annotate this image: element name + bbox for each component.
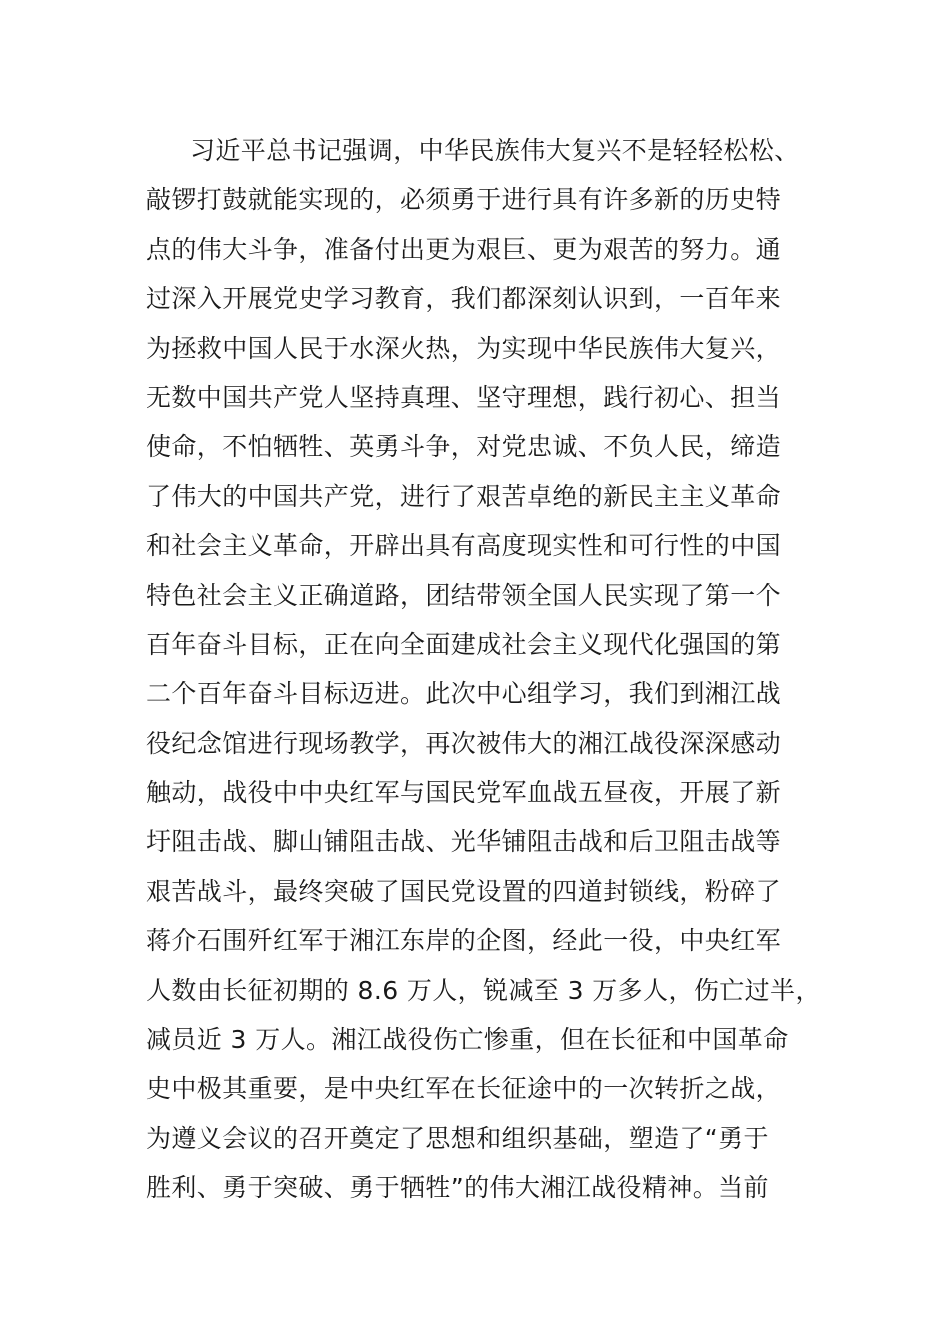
paragraph-line: 触动，战役中中央红军与国民党军血战五昼夜，开展了新 xyxy=(146,778,782,808)
paragraph-line: 特色社会主义正确道路，团结带领全国人民实现了第一个 xyxy=(146,580,782,610)
paragraph-line: 蒋介石围歼红军于湘江东岸的企图，经此一役，中央红军 xyxy=(146,926,782,956)
body-paragraph xyxy=(146,126,821,1213)
paragraph-line: 无数中国共产党人坚持真理、坚守理想，践行初心、担当 xyxy=(146,382,782,412)
paragraph-line: 减员近 3 万人。湘江战役伤亡惨重，但在长征和中国革命 xyxy=(146,1025,789,1055)
paragraph-line: 点的伟大斗争，准备付出更为艰巨、更为艰苦的努力。通 xyxy=(146,234,782,264)
paragraph-line: 使命，不怕牺牲、英勇斗争，对党忠诚、不负人民，缔造 xyxy=(146,432,782,462)
paragraph-line: 艰苦战斗，最终突破了国民党设置的四道封锁线，粉碎了 xyxy=(146,876,782,906)
paragraph-line: 史中极其重要，是中央红军在长征途中的一次转折之战， xyxy=(146,1074,782,1104)
paragraph-line: 二个百年奋斗目标迈进。此次中心组学习，我们到湘江战 xyxy=(146,679,782,709)
paragraph-line: 习近平总书记强调，中华民族伟大复兴不是轻轻松松、 xyxy=(190,136,800,165)
paragraph-line: 和社会主义革命，开辟出具有高度现实性和可行性的中国 xyxy=(146,531,782,561)
paragraph-line: 圩阻击战、脚山铺阻击战、光华铺阻击战和后卫阻击战等 xyxy=(146,827,782,857)
paragraph-line: 百年奋斗目标，正在向全面建成社会主义现代化强国的第 xyxy=(146,629,782,659)
paragraph-line: 为拯救中国人民于水深火热，为实现中华民族伟大复兴， xyxy=(146,333,782,363)
paragraph-line: 为遵义会议的召开奠定了思想和组织基础，塑造了“勇于 xyxy=(146,1123,769,1153)
paragraph-line: 役纪念馆进行现场教学，再次被伟大的湘江战役深深感动 xyxy=(146,728,782,758)
paragraph-line: 人数由长征初期的 8.6 万人，锐减至 3 万多人，伤亡过半， xyxy=(146,975,821,1005)
paragraph-line: 过深入开展党史学习教育，我们都深刻认识到，一百年来 xyxy=(146,284,782,314)
paragraph-line: 胜利、勇于突破、勇于牺牲”的伟大湘江战役精神。当前 xyxy=(146,1173,769,1203)
paragraph-line: 敲锣打鼓就能实现的，必须勇于进行具有许多新的历史特 xyxy=(146,185,782,215)
paragraph-line: 了伟大的中国共产党，进行了艰苦卓绝的新民主主义革命 xyxy=(146,481,782,511)
